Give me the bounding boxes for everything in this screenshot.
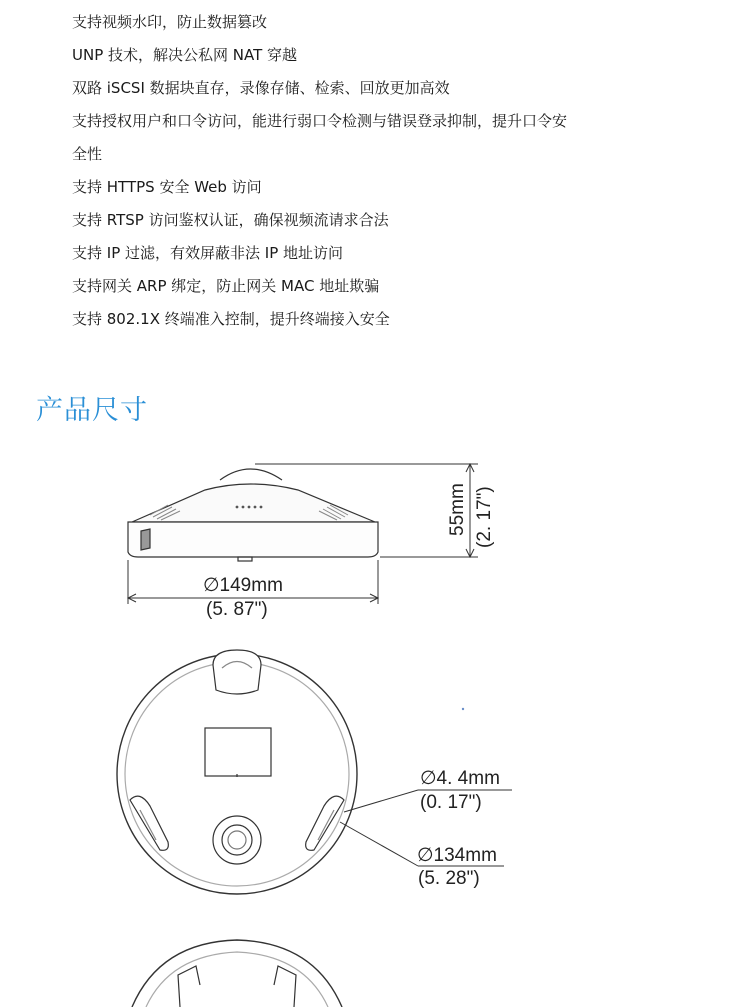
hole-mm-label: ∅4. 4mm xyxy=(420,768,500,789)
diameter-in-label: (5. 87") xyxy=(206,599,268,620)
camera-bottom-view xyxy=(117,650,357,894)
feature-item: 支持 IP 过滤，有效屏蔽非法 IP 地址访问 xyxy=(72,244,344,262)
feature-item: 支持授权用户和口令访问，能进行弱口令检测与错误登录抑制，提升口令安 xyxy=(72,112,568,130)
feature-item: UNP 技术，解决公私网 NAT 穿越 xyxy=(72,46,298,64)
height-in-label: (2. 17") xyxy=(474,486,495,548)
feature-item: 支持 HTTPS 安全 Web 访问 xyxy=(72,178,262,196)
mount-mm-label: ∅134mm xyxy=(417,845,497,866)
section-title: 产品尺寸 xyxy=(36,395,148,426)
feature-item: 双路 iSCSI 数据块直存，录像存储、检索、回放更加高效 xyxy=(72,79,450,97)
stray-dot xyxy=(462,708,464,710)
camera-side-view xyxy=(128,469,378,561)
mount-in-label: (5. 28") xyxy=(418,868,480,889)
feature-item: 全性 xyxy=(72,145,103,163)
feature-item: 支持 RTSP 访问鉴权认证，确保视频流请求合法 xyxy=(72,211,389,229)
height-mm-label: 55mm xyxy=(447,483,468,536)
feature-item: 支持视频水印，防止数据篡改 xyxy=(72,13,268,31)
feature-item: 支持网关 ARP 绑定，防止网关 MAC 地址欺骗 xyxy=(72,277,380,295)
hole-in-label: (0. 17") xyxy=(420,792,482,813)
camera-partial-view xyxy=(132,940,342,1007)
feature-item: 支持 802.1X 终端准入控制，提升终端接入安全 xyxy=(72,310,390,328)
diameter-mm-label: ∅149mm xyxy=(203,575,283,596)
